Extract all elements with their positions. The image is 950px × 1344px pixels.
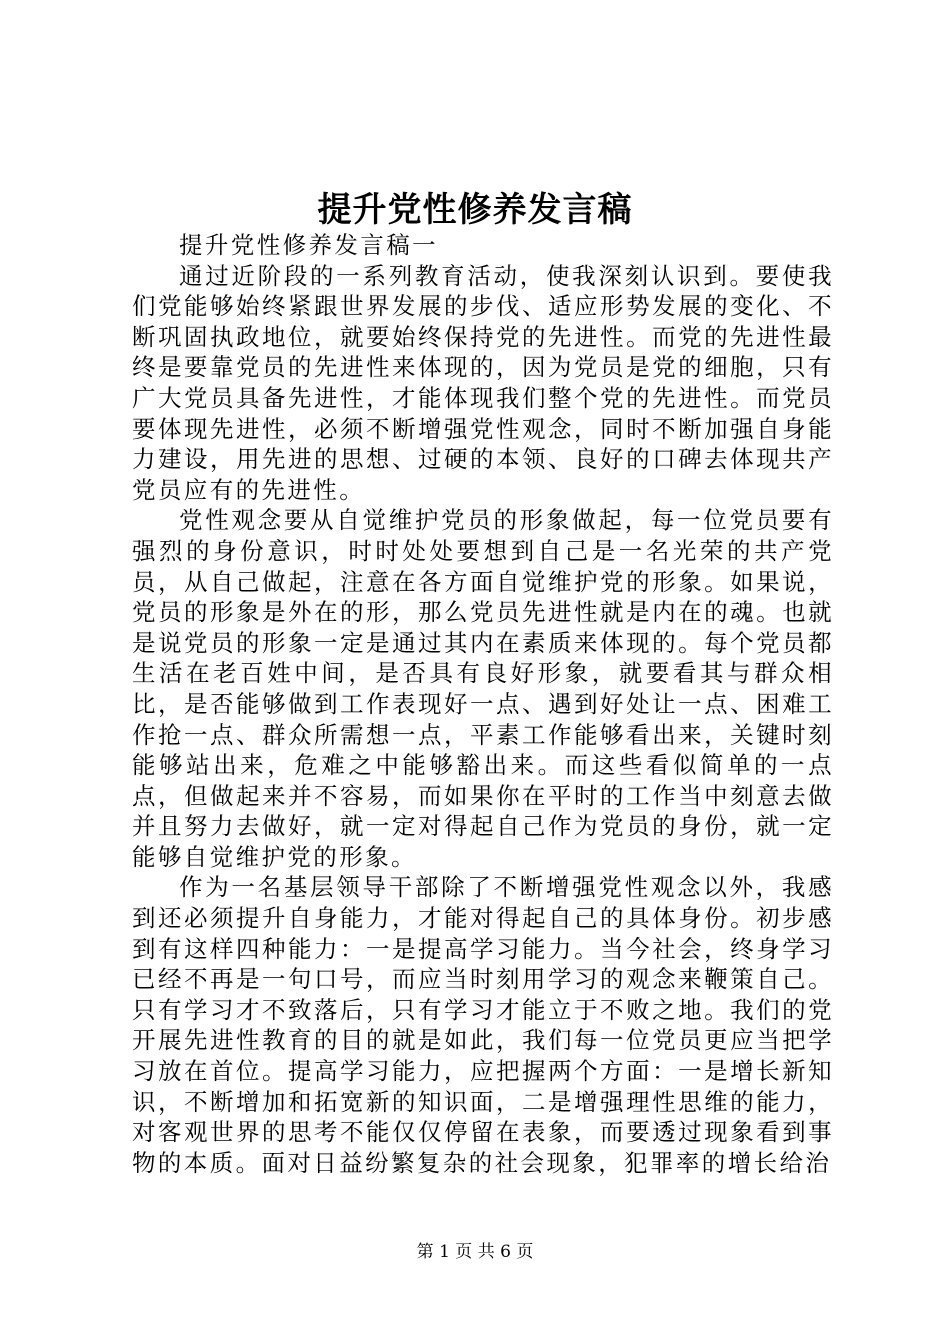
body-paragraph: 作为一名基层领导干部除了不断增强党性观念以外，我感到还必须提升自身能力，才能对得起自己的具体身份。初步感到有这样四种能力：一是提高学习能力。当今社会，终身学习已经不再是一句口号，而应当时刻用学习的观念来鞭策自己。只有学习才不致落后，只有学习才能立于不败之地。我们的党开展先进性教育的目的就是如此，我们每一位党员更应当把学习放在首位。提高学习能力，应把握两个方面：一是增长新知识，不断增加和拓宽新的知识面，二是增强理性思维的能力，对客观世界的思考不能仅仅停留在表象，而要透过现象看到事物的本质。面对日益纷繁复杂的社会现象，犯罪率的增长给治: [132, 873, 834, 1177]
body-paragraph: 通过近阶段的一系列教育活动，使我深刻认识到。要使我们党能够始终紧跟世界发展的步伐、适应形势发展的变化、不断巩固执政地位，就要始终保持党的先进性。而党的先进性最终是要靠党员的先进性来体现的，因为党员是党的细胞，只有广大党员具备先进性，才能体现我们整个党的先进性。而党员要体现先进性，必须不断增强党性观念，同时不断加强自身能力建设，用先进的思想、过硬的本领、良好的口碑去体现共产党员应有的先进性。: [132, 261, 834, 504]
page-footer: 第 1 页 共 6 页: [416, 1242, 534, 1262]
document-title: 提升党性修养发言稿: [317, 190, 633, 230]
subtitle-paragraph: 提升党性修养发言稿一: [179, 231, 438, 259]
document-body: [132, 230, 834, 1178]
body-paragraph: 党性观念要从自觉维护党员的形象做起，每一位党员要有强烈的身份意识，时时处处要想到自己是一名光荣的共产党员，从自己做起，注意在各方面自觉维护党的形象。如果说，党员的形象是外在的形，那么党员先进性就是内在的魂。也就是说党员的形象一定是通过其内在素质来体现的。每个党员都生活在老百姓中间，是否具有良好形象，就要看其与群众相比，是否能够做到工作表现好一点、遇到好处让一点、困难工作抢一点、群众所需想一点，平素工作能够看出来，关键时刻能够站出来，危难之中能够豁出来。而这些看似简单的一点点，但做起来并不容易，而如果你在平时的工作当中刻意去做并且努力去做好，就一定对得起自己作为党员的身份，就一定能够自觉维护党的形象。: [132, 506, 834, 871]
